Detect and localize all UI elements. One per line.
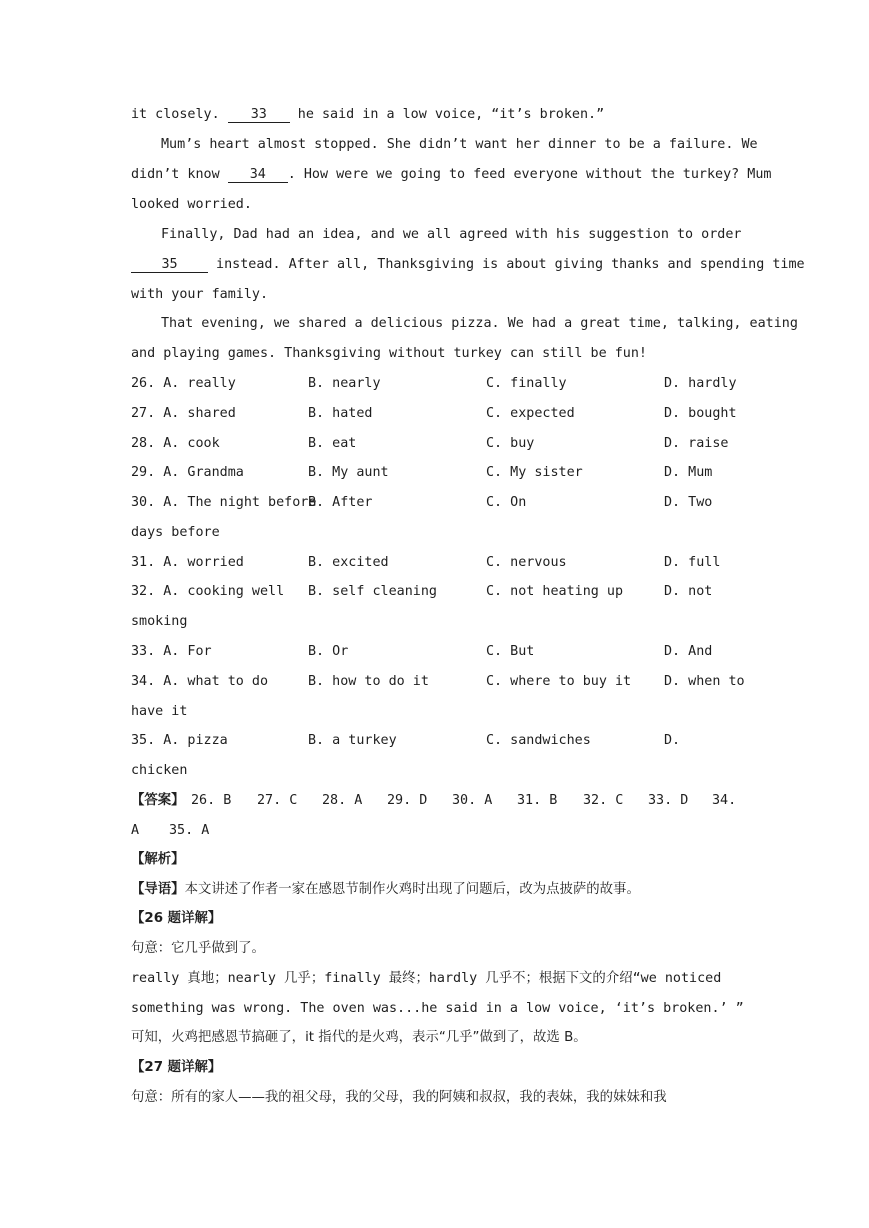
- option-a: 26. A. really: [131, 376, 236, 391]
- passage-line: looked worried.: [131, 197, 252, 212]
- option-b: B. eat: [308, 436, 357, 451]
- option-a: 29. A. Grandma: [131, 465, 244, 480]
- analysis-heading: 【解析】: [131, 852, 185, 867]
- passage-line: with your family.: [131, 287, 269, 302]
- option-d: D. And: [664, 644, 713, 659]
- passage-text: he said in a low voice, “it’s broken.”: [289, 107, 605, 122]
- q26-explanation: really 真地；nearly 几乎；finally 最终；hardly 几乎不；根据下文的介绍“we noticed: [131, 971, 722, 986]
- option-d-wrap: smoking: [131, 614, 188, 629]
- passage-text: didn’t know: [131, 167, 228, 182]
- intro-text: 本文讲述了作者一家在感恩节制作火鸡时出现了问题后，改为点披萨的故事。: [184, 882, 640, 897]
- q26-explanation: something was wrong. The oven was...he said in a low voice, ‘it’s broken.’ ”: [131, 1001, 744, 1016]
- option-d: D. Two: [664, 495, 713, 510]
- option-d: D. Mum: [664, 465, 713, 480]
- passage-text: . How were we going to feed everyone without the turkey? Mum: [287, 167, 772, 182]
- option-d: D. raise: [664, 436, 729, 451]
- option-a: 34. A. what to do: [131, 674, 269, 689]
- answer-item: 33. D: [648, 793, 689, 808]
- q26-conclusion: 可知，火鸡把感恩节搞砸了，it 指代的是火鸡，表示“几乎”做到了，故选 B。: [131, 1030, 587, 1045]
- blank-35: 35: [131, 257, 208, 273]
- option-b: B. nearly: [308, 376, 381, 391]
- intro-line: [131, 881, 640, 899]
- option-b: B. how to do it: [308, 674, 429, 689]
- blank-33: 33: [228, 107, 290, 123]
- option-c: C. sandwiches: [486, 733, 591, 748]
- option-c: C. On: [486, 495, 527, 510]
- option-d-wrap: chicken: [131, 763, 188, 778]
- q27-heading: 【27 题详解】: [131, 1060, 222, 1075]
- passage-text: it closely.: [131, 107, 228, 122]
- answer-item: 26. B: [191, 793, 232, 808]
- answer-item: 34.: [712, 793, 737, 808]
- option-d: D. when to: [664, 674, 745, 689]
- option-c: C. finally: [486, 376, 567, 391]
- passage-line: [131, 106, 604, 124]
- option-c: C. But: [486, 644, 535, 659]
- option-c: C. expected: [486, 406, 575, 421]
- passage-text: instead. After all, Thanksgiving is about giving thanks and spending time: [208, 257, 805, 272]
- option-a: 33. A. For: [131, 644, 212, 659]
- answer-item: 32. C: [583, 793, 624, 808]
- option-d: D. hardly: [664, 376, 737, 391]
- option-d-wrap: have it: [131, 704, 188, 719]
- option-a: 31. A. worried: [131, 555, 244, 570]
- answer-item: 35. A: [169, 823, 210, 838]
- passage-line: [131, 256, 805, 274]
- passage-line: Finally, Dad had an idea, and we all agreed with his suggestion to order: [161, 227, 742, 242]
- answer-label: 【答案】: [131, 793, 185, 808]
- answer-item: 30. A: [452, 793, 493, 808]
- option-c: C. where to buy it: [486, 674, 632, 689]
- passage-line: and playing games. Thanksgiving without turkey can still be fun!: [131, 346, 647, 361]
- option-b: B. hated: [308, 406, 373, 421]
- option-b: B. excited: [308, 555, 389, 570]
- answer-item: 28. A: [322, 793, 363, 808]
- option-d: D. full: [664, 555, 721, 570]
- blank-34: 34: [228, 167, 288, 183]
- answer-item: A: [131, 823, 140, 838]
- intro-label: 【导语】: [131, 882, 185, 897]
- q26-meaning: 句意：它几乎做到了。: [131, 941, 265, 956]
- option-b: B. a turkey: [308, 733, 397, 748]
- passage-line: [131, 166, 771, 184]
- passage-line: Mum’s heart almost stopped. She didn’t want her dinner to be a failure. We: [161, 137, 758, 152]
- option-c: C. not heating up: [486, 584, 624, 599]
- option-d: D.: [664, 733, 681, 748]
- option-c: C. buy: [486, 436, 535, 451]
- option-c: C. My sister: [486, 465, 583, 480]
- option-b: B. self cleaning: [308, 584, 437, 599]
- option-a: 28. A. cook: [131, 436, 220, 451]
- option-c: C. nervous: [486, 555, 567, 570]
- answer-item: 31. B: [517, 793, 558, 808]
- option-b: B. After: [308, 495, 373, 510]
- option-a: 35. A. pizza: [131, 733, 228, 748]
- option-d: D. bought: [664, 406, 737, 421]
- answer-item: 27. C: [257, 793, 298, 808]
- option-a: 27. A. shared: [131, 406, 236, 421]
- option-a: 30. A. The night before: [131, 495, 317, 510]
- option-d-wrap: days before: [131, 525, 220, 540]
- answer-item: 29. D: [387, 793, 428, 808]
- passage-line: That evening, we shared a delicious pizza. We had a great time, talking, eating: [161, 316, 798, 331]
- option-d: D. not: [664, 584, 713, 599]
- option-a: 32. A. cooking well: [131, 584, 285, 599]
- q27-meaning: 句意：所有的家人——我的祖父母，我的父母，我的阿姨和叔叔，我的表妹，我的妹妹和我: [131, 1090, 667, 1105]
- q26-heading: 【26 题详解】: [131, 911, 222, 926]
- option-b: B. Or: [308, 644, 349, 659]
- option-b: B. My aunt: [308, 465, 389, 480]
